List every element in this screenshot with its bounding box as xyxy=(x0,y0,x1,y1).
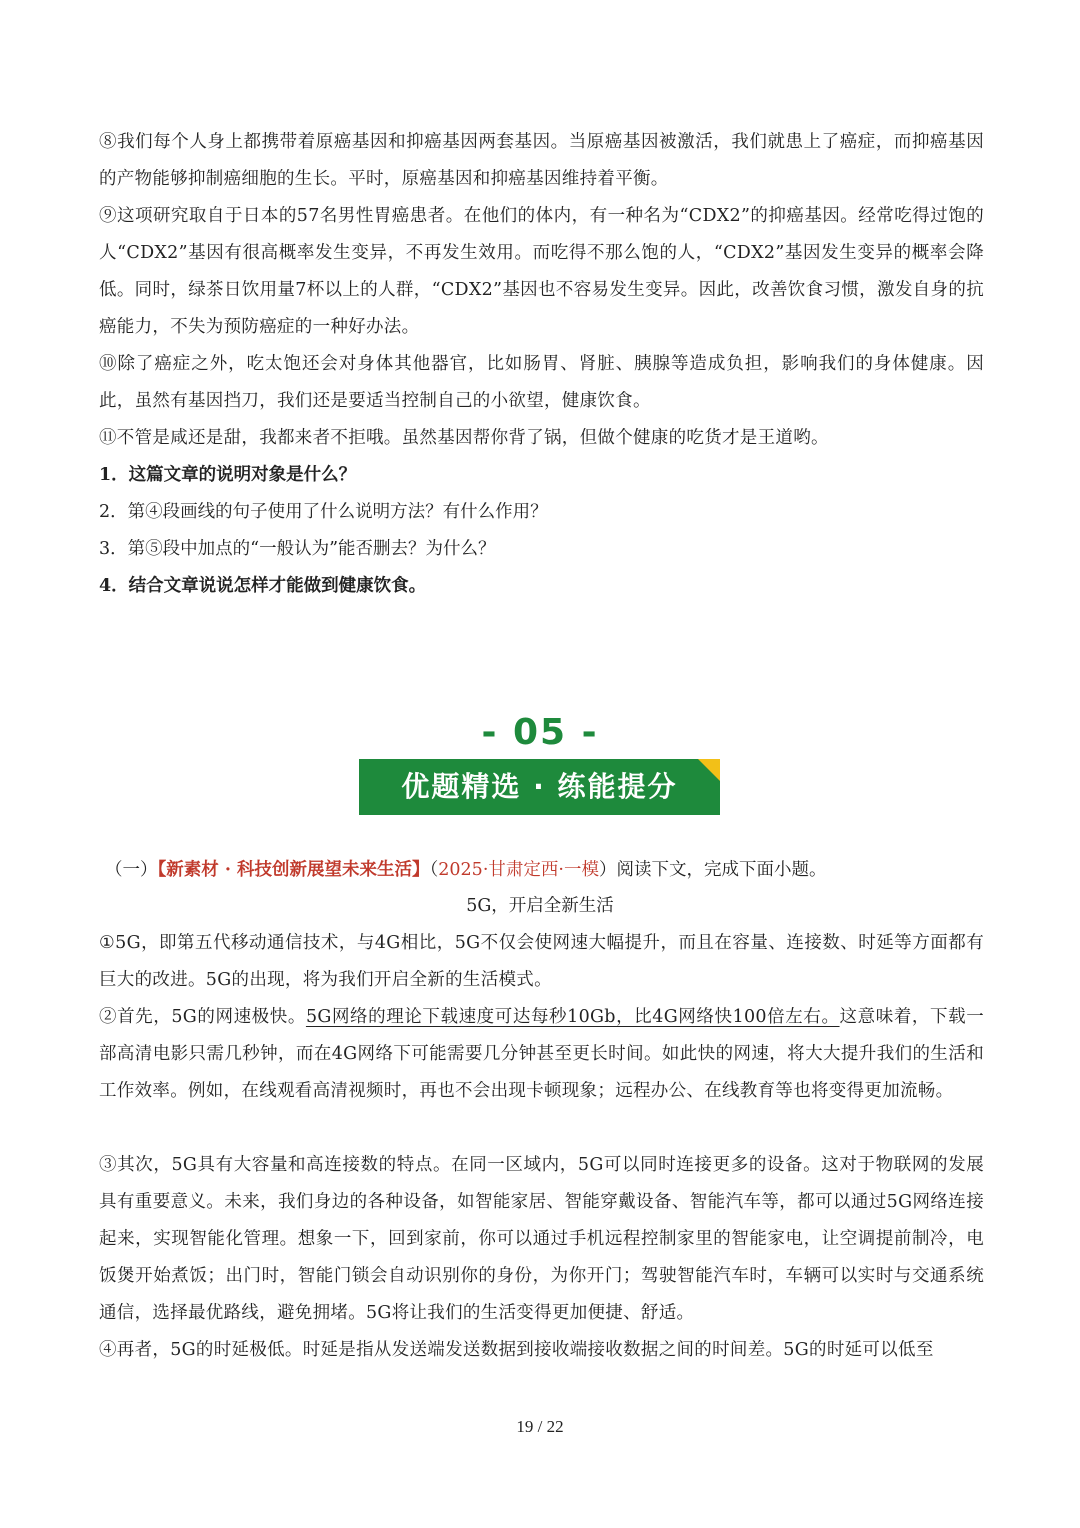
paragraph-9: ⑨这项研究取自于日本的57名男性胃癌患者。在他们的体内，有一种名为“CDX2”的抑癌基因。经常吃得过饱的人“CDX2”基因有很高概率发生变异，不再发生效用。而吃得不那么饱的人，“CDX2”基因发生变异的概率会降低。同时，绿茶日饮用量7杯以上的人群，“CDX2”基因也不容易发生变异。因此，改善饮食习惯，激发自身的抗癌能力，不失为预防癌症的一种好办法。 xyxy=(99,206,984,337)
section-number: - 05 - xyxy=(481,712,599,753)
intro-rest: ）阅读下文，完成下面小题。 xyxy=(598,860,827,880)
question-2: 2．第④段画线的句子使用了什么说明方法？有什么作用？ xyxy=(99,502,548,522)
banner-title: 优题精选 · 练能提分 xyxy=(401,770,678,803)
paragraph-11: ⑪不管是咸还是甜，我都来者不拒哦。虽然基因帮你背了锅，但做个健康的吃货才是王道哟。 xyxy=(99,428,829,448)
question-3: 3．第⑤段中加点的“一般认为”能否删去？为什么？ xyxy=(99,539,496,559)
question-1: 1．这篇文章的说明对象是什么？ xyxy=(99,465,357,485)
intro-source: 2025·甘肃定西·一模 xyxy=(438,860,599,880)
section-banner xyxy=(359,759,720,815)
passage-paragraph-1: ①5G，即第五代移动通信技术，与4G相比，5G不仅会使网速大幅提升，而且在容量、连接数、时延等方面都有巨大的改进。5G的出现，将为我们开启全新的生活模式。 xyxy=(99,933,984,990)
p2-underlined-sentence: 5G网络的理论下载速度可达每秒10Gb，比4G网络快100倍左右。 xyxy=(305,1007,840,1027)
intro-prefix: （一） xyxy=(105,860,158,880)
intro-source-open: （ xyxy=(429,860,439,880)
question-4: 4．结合文章说说怎样才能做到健康饮食。 xyxy=(99,576,427,596)
page-number: 19 / 22 xyxy=(516,1417,564,1436)
passage-paragraph-4: ④再者，5G的时延极低。时延是指从发送端发送数据到接收端接收数据之间的时间差。5G的时延可以低至 xyxy=(99,1340,934,1360)
p2-rest: 这意味着，下载一部高清电影只需几秒钟，而在4G网络下可能需要几分钟甚至更长时间。如此快的网速，将大大提升我们的生活和工作效率。例如，在线观看高清视频时，再也不会出现卡顿现象；远程办公、在线教育等也将变得更加流畅。 xyxy=(99,1007,984,1101)
passage-intro xyxy=(105,852,826,889)
p2-lead: ②首先，5G的网速极快。 xyxy=(99,1007,306,1027)
paragraph-10: ⑩除了癌症之外，吃太饱还会对身体其他器官，比如肠胃、肾脏、胰腺等造成负担，影响我们的身体健康。因此，虽然有基因挡刀，我们还是要适当控制自己的小欲望，健康饮食。 xyxy=(99,354,984,411)
passage-title: 5G，开启全新生活 xyxy=(466,896,614,916)
intro-tag: 【新素材 · 科技创新展望未来生活】 xyxy=(157,860,430,880)
paragraph-8: ⑧我们每个人身上都携带着原癌基因和抑癌基因两套基因。当原癌基因被激活，我们就患上了癌症，而抑癌基因的产物能够抑制癌细胞的生长。平时，原癌基因和抑癌基因维持着平衡。 xyxy=(99,132,984,189)
passage-paragraph-2 xyxy=(99,999,984,1110)
passage-paragraph-3: ③其次，5G具有大容量和高连接数的特点。在同一区域内，5G可以同时连接更多的设备。这对于物联网的发展具有重要意义。未来，我们身边的各种设备，如智能家居、智能穿戴设备、智能汽车等，都可以通过5G网络连接起来，实现智能化管理。想象一下，回到家前，你可以通过手机远程控制家里的智能家电，让空调提前制冷，电饭煲开始煮饭；出门时，智能门锁会自动识别你的身份，为你开门；驾驶智能汽车时，车辆可以实时与交通系统通信，选择最优路线，避免拥堵。5G将让我们的生活变得更加便捷、舒适。 xyxy=(99,1155,984,1323)
